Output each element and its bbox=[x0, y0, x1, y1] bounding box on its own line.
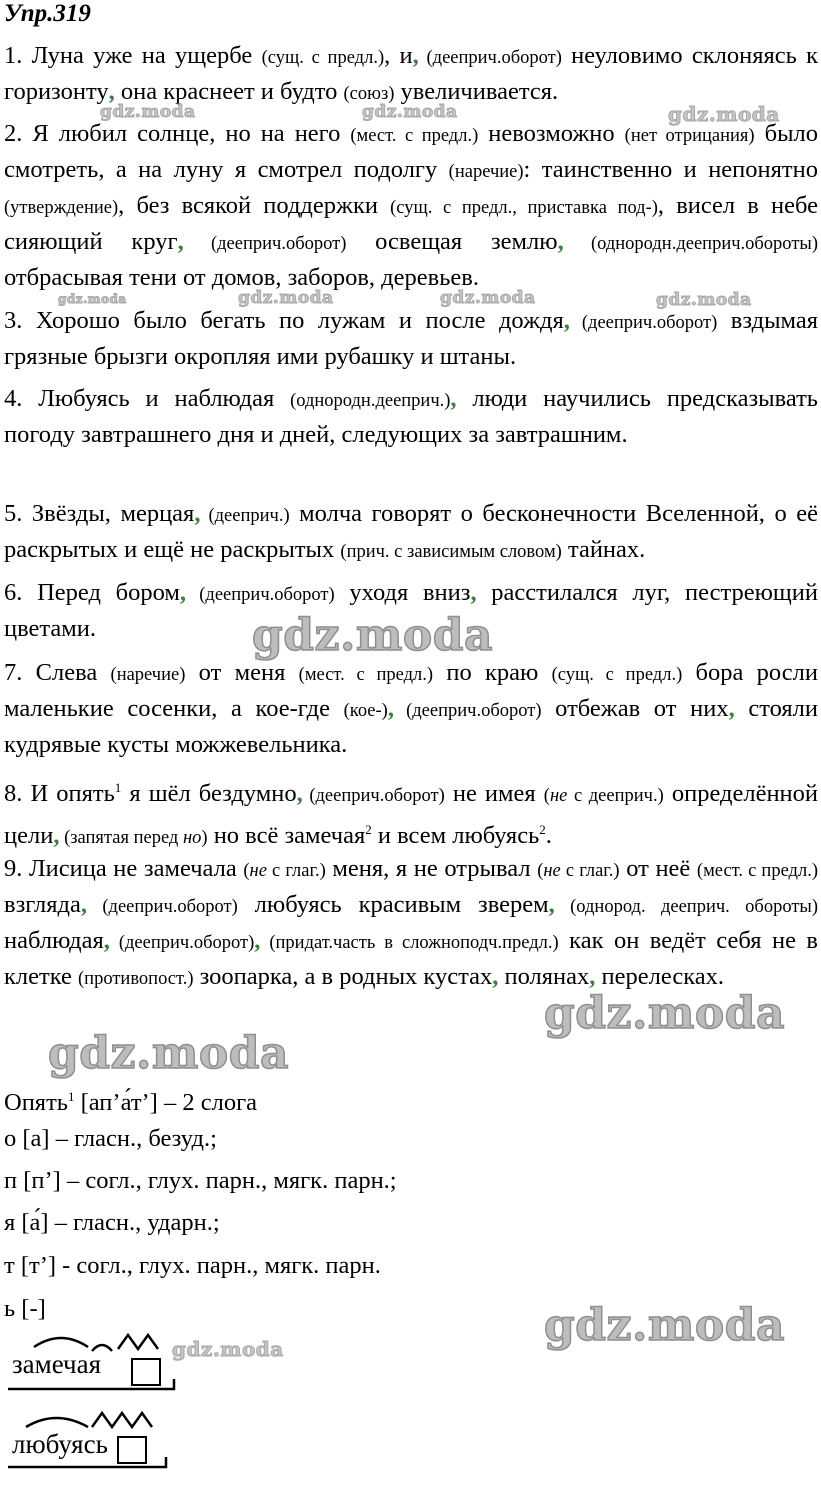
note: (дееприч.оборот) bbox=[87, 897, 238, 917]
footnote-mark: 2 bbox=[365, 822, 372, 838]
watermark: gdz.moda bbox=[656, 290, 752, 310]
note: (дееприч.оборот) bbox=[183, 234, 347, 254]
sentence-4: 4. Любуясь и наблюдая (однородн.дееприч.), люди научились предсказывать погоду завтрашнего дня и дней, следующих за завтрашним. bbox=[4, 385, 818, 448]
note: (мест. с предл.) bbox=[696, 861, 818, 881]
sentence-5: 5. Звёзды, мерцая, (дееприч.) молча говорят о бесконечности Вселенной, о её раскрытых и ещё не раскрытых (прич. с зависимым словом) тайнах. bbox=[4, 500, 818, 563]
added-comma: , bbox=[450, 385, 457, 412]
added-comma: , bbox=[412, 42, 419, 69]
note: (дееприч.оборот) bbox=[109, 933, 255, 953]
watermark: gdz.moda bbox=[58, 292, 127, 306]
note: (мест. с предл.) bbox=[298, 665, 434, 685]
added-comma: , bbox=[177, 228, 184, 255]
sentence-2: 2. Я любил солнце, но на него (мест. с предл.) невозможно (нет отрицания) было смотреть, а на луну я смотрел подолгу (наречие): таинственно и непонятно (утверждение), без всякой поддержки (сущ. с предл., приставка под-), висел в небе сияющий круг, (дееприч.оборот) освещая землю, (однородн.дееприч.обороты) отбрасывая тени от домов, заборов, деревьев. bbox=[4, 120, 819, 291]
added-comma: , bbox=[470, 579, 477, 606]
added-comma: , bbox=[103, 927, 110, 954]
sentence-9: 9. Лисица не замечала (не с глаг.) меня, я не отрывал (не с глаг.) от неё (мест. с предл.) взгляда, (дееприч.оборот) любуясь красивым зверем, (однород. дееприч. обороты) наблюдая, (дееприч.оборот), (придат.часть в сложноподч.предл.) как он ведёт себя не в клетке (противопост.) зоопарка, а в родных кустах, полянах, перелесках. bbox=[4, 855, 819, 990]
note: (однород. дееприч. обороты) bbox=[554, 897, 819, 917]
added-comma: , bbox=[179, 579, 187, 606]
watermark: gdz.moda bbox=[544, 988, 786, 1039]
added-comma: , bbox=[53, 822, 60, 850]
morpheme-analysis-word-2 bbox=[6, 1405, 176, 1475]
note: (сущ. с предл., приставка под-) bbox=[390, 198, 658, 218]
added-comma: , bbox=[80, 891, 88, 918]
watermark: gdz.moda bbox=[100, 102, 196, 122]
note: (дееприч.оборот) bbox=[302, 786, 445, 807]
phonetic-line: я [а́] – гласн., ударн.; bbox=[4, 1209, 220, 1236]
watermark: gdz.moda bbox=[440, 288, 536, 308]
sentence-6: 6. Перед бором, (дееприч.оборот) уходя вниз, расстилался луг, пестреющий цветами. bbox=[4, 579, 818, 642]
watermark: gdz.moda bbox=[544, 1300, 786, 1351]
note: (не с глаг.) bbox=[243, 861, 326, 881]
morpheme-analysis-word-1 bbox=[6, 1325, 176, 1395]
note: (сущ. с предл.) bbox=[551, 665, 683, 685]
note: (мест. с предл.) bbox=[350, 126, 479, 146]
added-comma: , bbox=[194, 500, 201, 527]
note: (дееприч.оборот) bbox=[569, 313, 718, 333]
morpheme-word: замечая bbox=[12, 1349, 102, 1379]
note: (дееприч.оборот) bbox=[418, 48, 562, 68]
phonetic-line: ь [-] bbox=[4, 1295, 46, 1322]
sentence-8: 8. И опять$^1$ я шёл бездумно, (дееприч.оборот) не имея (не с дееприч.) определённой цели, (запятая перед но) но всё замечая$^2$ и всем любуясь$^2$. bbox=[4, 780, 819, 850]
added-comma: , bbox=[557, 228, 564, 255]
note: (дееприч.) bbox=[200, 506, 290, 526]
phonetic-heading: Опять$^1$ [ап’а́т’] – 2 слога bbox=[4, 1089, 257, 1117]
note: (кое-) bbox=[343, 701, 388, 721]
note: (не с глаг.) bbox=[537, 861, 620, 881]
phonetic-line: п [п’] – согл., глух. парн., мягк. парн.; bbox=[4, 1167, 397, 1194]
note: (сущ. с предл.) bbox=[261, 48, 385, 68]
footnote-mark: 1 bbox=[114, 780, 122, 795]
footnote-mark: 2 bbox=[539, 822, 546, 838]
added-comma: , bbox=[548, 891, 555, 918]
phonetic-line: т [т’] - согл., глух. парн., мягк. парн. bbox=[4, 1252, 381, 1279]
added-comma: , bbox=[108, 78, 115, 105]
note: (наречие) bbox=[110, 665, 186, 685]
added-comma: , bbox=[589, 963, 596, 990]
note: (прич. с зависимым словом) bbox=[340, 542, 562, 562]
sentence-7: 7. Слева (наречие) от меня (мест. с предл.) по краю (сущ. с предл.) бора росли маленькие сосенки, а кое-где (кое-), (дееприч.оборот) отбежав от них, стояли кудрявые кусты можжевельника. bbox=[4, 659, 818, 758]
note: (утверждение) bbox=[4, 198, 119, 218]
added-comma: , bbox=[492, 963, 499, 990]
exercise-title: Упр.319 bbox=[4, 0, 91, 27]
added-comma: , bbox=[296, 780, 303, 808]
note: (придат.часть в сложноподч.предл.) bbox=[260, 933, 559, 953]
watermark: gdz.moda bbox=[362, 102, 458, 122]
note: (дееприч.оборот) bbox=[186, 585, 335, 605]
note: (союз) bbox=[343, 84, 395, 104]
watermark: gdz.moda bbox=[172, 1337, 284, 1361]
watermark: gdz.moda bbox=[238, 288, 334, 308]
added-comma: , bbox=[563, 307, 570, 334]
note: (противопост.) bbox=[78, 969, 194, 989]
watermark: gdz.moda bbox=[252, 610, 494, 661]
note: (однородн.дееприч.обороты) bbox=[563, 234, 818, 254]
sentence-3: 3. Хорошо было бегать по лужам и после дождя, (дееприч.оборот) вздымая грязные брызги окропляя ими рубашку и штаны. bbox=[4, 307, 819, 370]
note: (однородн.дееприч.) bbox=[290, 391, 451, 411]
sentence-1: 1. Луна уже на ущербе (сущ. с предл.), и, (дееприч.оборот) неуловимо склоняясь к горизонту, она краснеет и будто (союз) увеличивается. bbox=[4, 42, 818, 105]
watermark: gdz.moda bbox=[48, 1028, 290, 1079]
note: (дееприч.оборот) bbox=[393, 701, 542, 721]
note: (не с дееприч.) bbox=[543, 786, 664, 807]
added-comma: , bbox=[387, 695, 394, 722]
note: (нет отрицания) bbox=[624, 126, 755, 146]
note: (наречие) bbox=[448, 162, 524, 182]
added-comma: , bbox=[254, 927, 261, 954]
note: (запятая перед но) bbox=[59, 828, 208, 849]
morpheme-word: любуясь bbox=[12, 1429, 108, 1459]
added-comma: , bbox=[728, 695, 735, 722]
phonetic-line: о [а] – гласн., безуд.; bbox=[4, 1125, 217, 1152]
watermark: gdz.moda bbox=[668, 102, 780, 126]
